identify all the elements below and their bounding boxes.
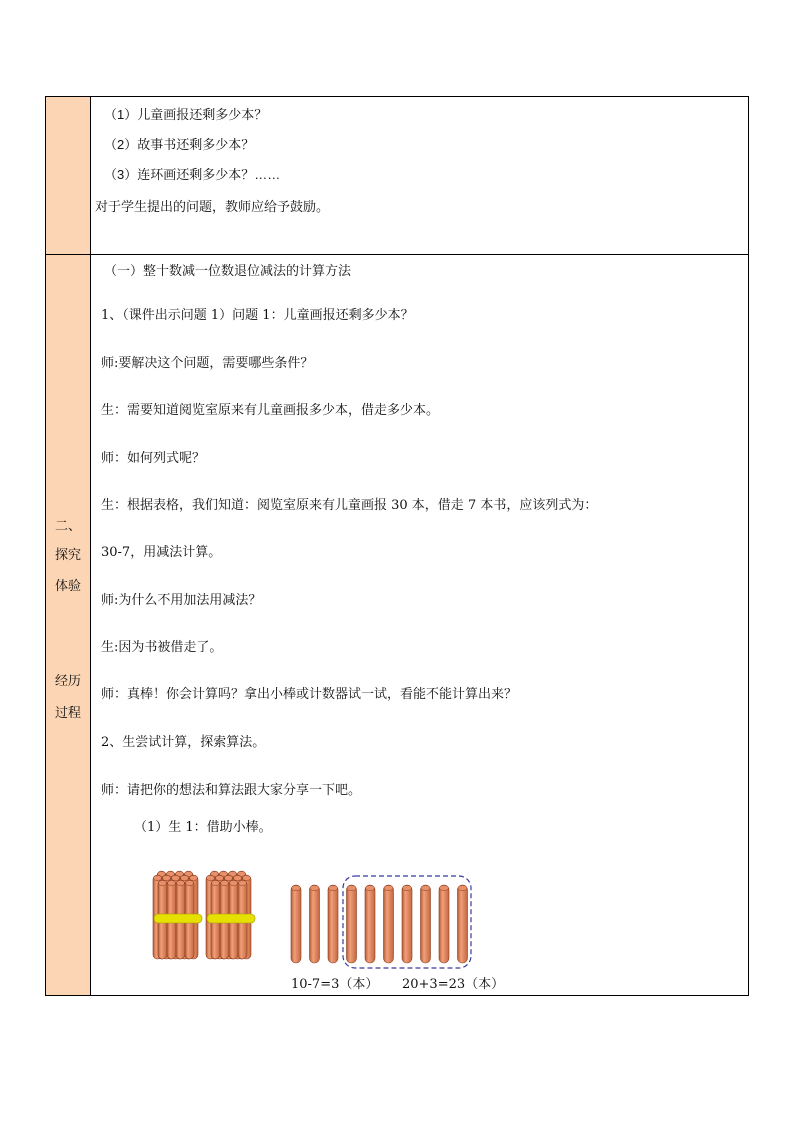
stick (439, 885, 449, 963)
dialogue-line-8: 师：真棒！你会计算吗？拿出小棒或计数器试一试，看能不能计算出来？ (101, 687, 518, 702)
formula-left: 10-7=3（本） (291, 977, 379, 992)
dialogue-line-5: 30-7，用减法计算。 (101, 545, 222, 560)
stick (458, 885, 468, 963)
stick (328, 885, 338, 963)
stage-label-5: 过程 (54, 705, 81, 720)
formula-right: 20+3=23（本） (402, 977, 505, 992)
stick (365, 885, 375, 963)
stick (310, 885, 320, 963)
stick (402, 885, 412, 963)
stick (291, 885, 301, 963)
stick-bundle-2 (206, 871, 255, 959)
stage-label-4: 经历 (54, 673, 81, 688)
dialogue-line-6: 师:为什么不用加法用减法？ (101, 593, 262, 608)
stage-label-2: 探究 (54, 547, 81, 562)
dialogue-line-1: 师:要解决这个问题，需要哪些条件？ (101, 356, 314, 371)
stick-bundle-1 (153, 871, 202, 959)
dialogue-line-9: 2、生尝试计算，探索算法。 (101, 735, 266, 750)
stage-label-1: 二、 (54, 518, 81, 533)
dialogue-line-2: 生：需要知道阅览室原来有儿童画报多少本，借走多少本。 (101, 403, 440, 418)
stage-label-3: 体验 (54, 578, 81, 593)
question-line-3: （3）连环画还剩多少本？…… (104, 167, 281, 182)
stick (421, 885, 431, 963)
question-line-1: （1）儿童画报还剩多少本？ (104, 107, 268, 122)
dialogue-line-7: 生:因为书被借走了。 (101, 640, 223, 655)
section-heading: （一）整十数减一位数退位减法的计算方法 (104, 263, 352, 278)
stick (347, 885, 357, 963)
sticks-figure (151, 871, 491, 971)
dialogue-line-11: （1）生 1：借助小棒。 (134, 820, 272, 835)
stick (384, 885, 394, 963)
dialogue-line-10: 师：请把你的想法和算法跟大家分享一下吧。 (101, 783, 362, 798)
row-divider (46, 254, 748, 255)
question-line-2: （2）故事书还剩多少本？ (104, 137, 255, 152)
dialogue-line-4: 生：根据表格，我们知道：阅览室原来有儿童画报 30 本，借走 7 本书，应该列式为： (101, 498, 598, 513)
stage-column (46, 97, 91, 995)
single-sticks (291, 885, 468, 963)
dialogue-line-3: 师：如何列式呢？ (101, 451, 206, 466)
lesson-table (45, 96, 749, 996)
teacher-note: 对于学生提出的问题，教师应给予鼓励。 (95, 199, 330, 214)
problem-line: 1、（课件出示问题 1）问题 1：儿童画报还剩多少本？ (101, 308, 414, 323)
